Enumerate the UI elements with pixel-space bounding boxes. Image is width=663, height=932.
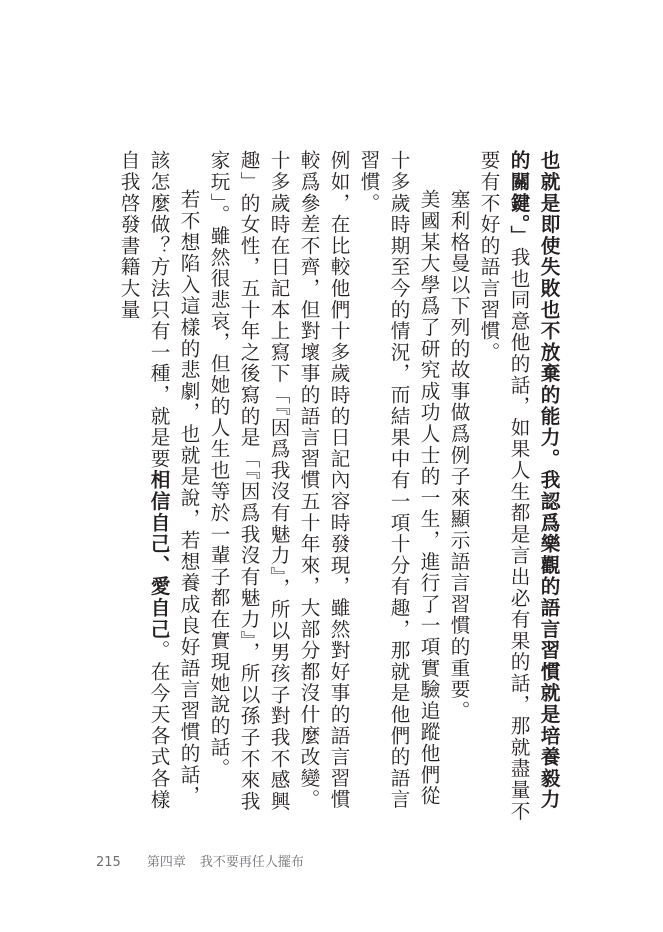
text-run: 若不想陷入這樣的悲劇，也就是說，若想養成良好語言習慣的話，該怎麼做？方法只有一種，就是要 — [147, 150, 200, 807]
chapter-label: 第四章 — [146, 855, 186, 870]
text-run: 塞利格曼以下列的故事做爲例子來顯示語言習慣的重要。 — [447, 189, 470, 722]
paragraph — [203, 150, 353, 822]
text-run: 美國某大學爲了研究成功人士的一生，進行了一項實驗追蹤他們從十多歲時期至今的情況，而結果中有一項十分有趣，那就是他們的語言習慣。 — [357, 150, 440, 811]
text-run-bold: 也就是即使失敗也不放棄的能力。我認爲樂觀的語言習慣就是培養毅力的關鍵。」 — [507, 150, 560, 811]
vertical-text-block — [103, 150, 563, 822]
text-run: 。在今天各式各樣自我啓發書籍大量 — [117, 150, 170, 811]
paragraph — [443, 150, 473, 822]
paragraph — [113, 150, 203, 822]
text-run: 我也同意他的話，如果人生都是言出必有果的話，那就盡量不要有不好的語言習慣。 — [477, 150, 530, 822]
page-footer — [96, 851, 304, 870]
text-run: 例如，在比較他們十多歲時的日記內容時發現，雖然對好事的語言習慣較爲參差不齊，但對壞事的語言習慣五十年來，大部分都沒什麼改變。十多歲時在日記本上寫下「『因爲我沒有魅力』，所以男孩子對我不感興趣」的女性，五十年之後寫的是「『因爲我沒有魅力』，所以孫子不來我家玩」。雖然很悲哀，但她的人生也等於一輩子都在實現她說的話。 — [207, 150, 350, 812]
paragraph — [353, 150, 443, 822]
text-run-bold: 相信自己、愛自己 — [147, 469, 170, 640]
paragraph — [473, 150, 563, 822]
page-number: 215 — [96, 855, 121, 870]
chapter-title: 我不要再任人擺布 — [199, 855, 304, 870]
